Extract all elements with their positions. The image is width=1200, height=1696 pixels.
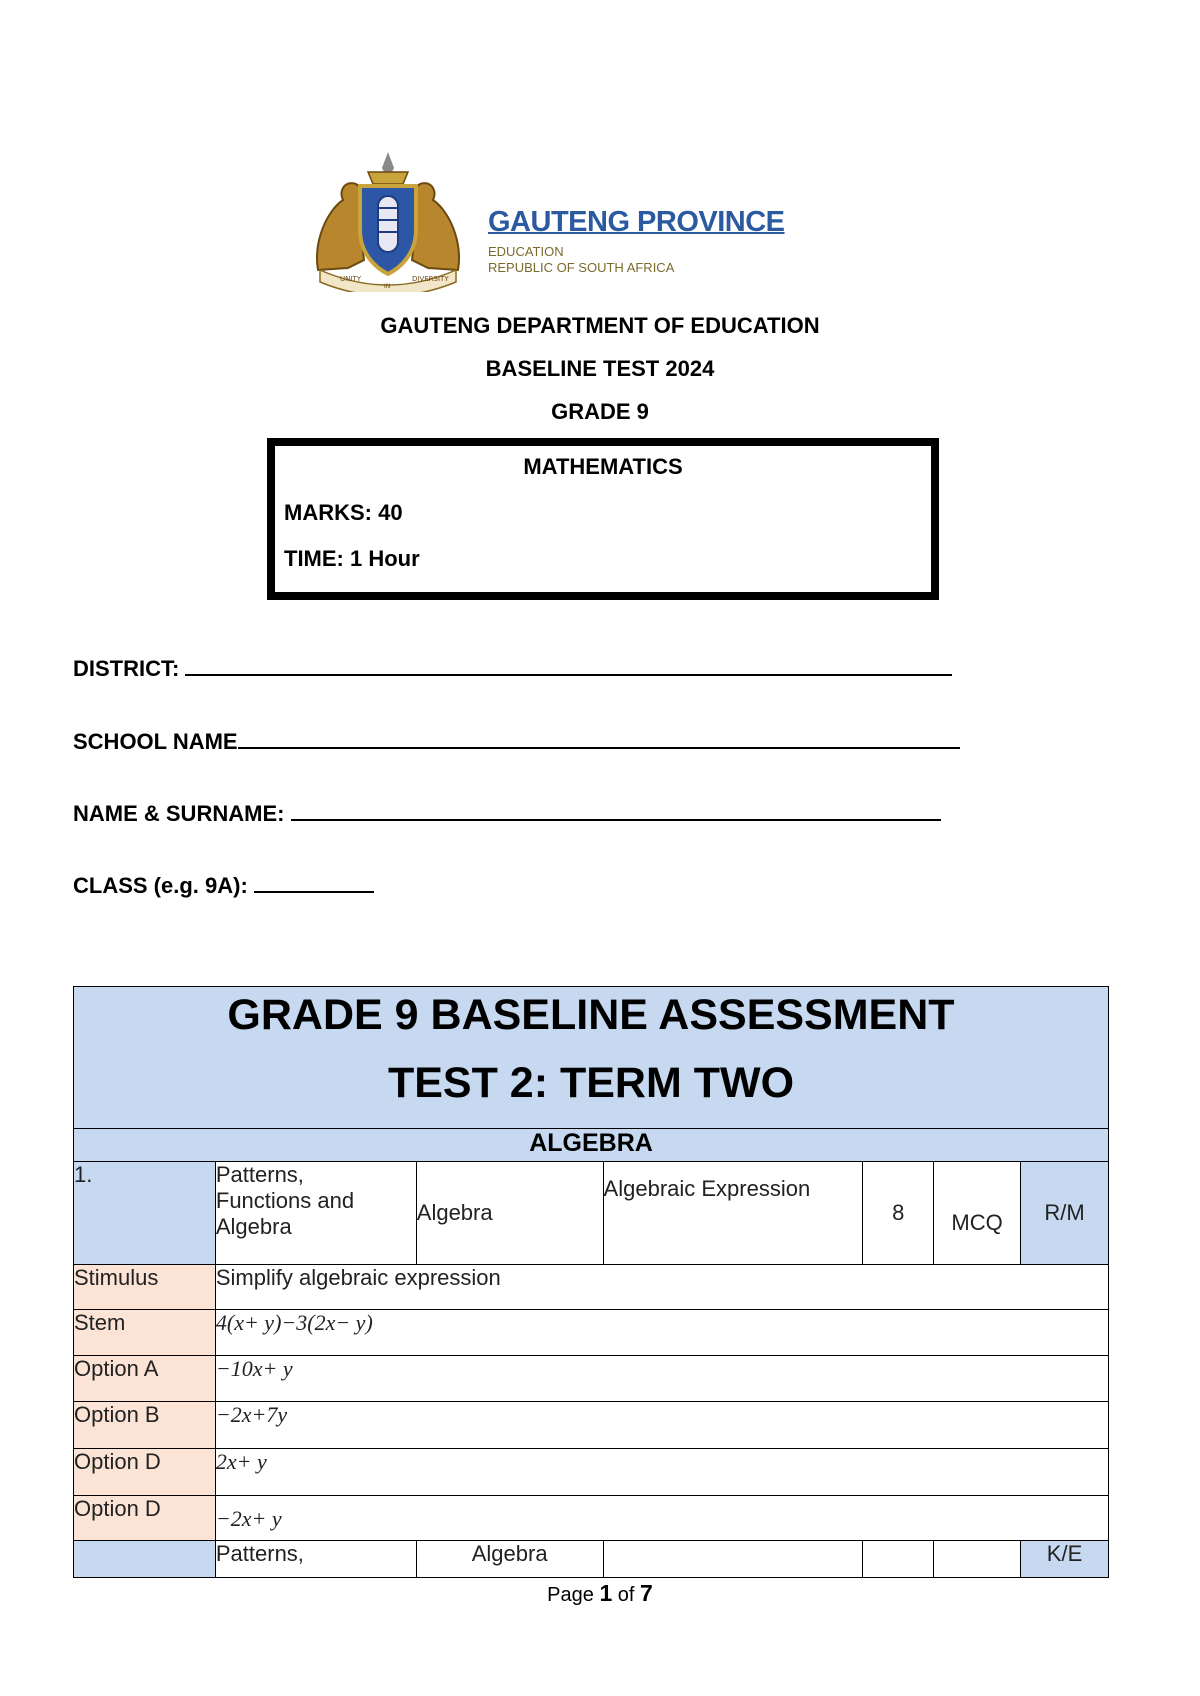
- section-title: ALGEBRA: [74, 1129, 1109, 1162]
- next-level: K/E: [1021, 1541, 1109, 1578]
- district-label: DISTRICT:: [73, 656, 186, 681]
- province-country: REPUBLIC OF SOUTH AFRICA: [488, 260, 675, 275]
- row-label: Option A: [74, 1356, 216, 1402]
- option-c-value: 2x+ y: [215, 1449, 1108, 1496]
- name-line[interactable]: [291, 799, 941, 821]
- time-label: TIME: 1 Hour: [284, 546, 420, 571]
- question-type: MCQ: [934, 1162, 1021, 1265]
- assessment-table: [73, 986, 1109, 1578]
- class-label: CLASS (e.g. 9A):: [73, 873, 254, 898]
- row-label: Option D: [74, 1449, 216, 1496]
- motto-mid: IN: [384, 283, 391, 290]
- grade-title: GRADE 9: [551, 399, 649, 424]
- content-area-text: Patterns, Functions and Algebra: [215, 1162, 355, 1239]
- school-label: SCHOOL NAME: [73, 729, 238, 754]
- page-footer: [0, 1580, 1200, 1607]
- district-line[interactable]: [185, 654, 952, 676]
- question-concept: Algebraic Expression: [603, 1162, 863, 1265]
- stimulus-value: Simplify algebraic expression: [215, 1265, 1108, 1310]
- table-subtitle: TEST 2: TERM TWO: [387, 1059, 795, 1107]
- name-label: NAME & SURNAME:: [73, 801, 291, 826]
- motto-right: DIVERSITY: [412, 275, 449, 283]
- row-label: Option D: [74, 1496, 216, 1541]
- gauteng-logo: [288, 142, 802, 298]
- question-number: 1.: [74, 1162, 216, 1265]
- province-subtitle: EDUCATION: [488, 244, 564, 259]
- row-label: Option B: [74, 1402, 216, 1449]
- province-title: GAUTENG PROVINCE: [488, 206, 785, 238]
- question-content-area: [215, 1162, 416, 1265]
- marks-label: MARKS: 40: [284, 500, 403, 525]
- district-field[interactable]: [73, 654, 952, 682]
- row-label: Stimulus: [74, 1265, 216, 1310]
- question-level: R/M: [1021, 1162, 1109, 1265]
- next-grade: [863, 1541, 934, 1578]
- of-word: of: [617, 1584, 635, 1606]
- school-line[interactable]: [238, 727, 960, 749]
- test-title: BASELINE TEST 2024: [485, 356, 715, 381]
- next-content-area: Patterns,: [215, 1541, 416, 1578]
- next-topic: Algebra: [416, 1541, 603, 1578]
- next-concept: [603, 1541, 863, 1578]
- school-field[interactable]: [73, 727, 960, 755]
- next-question-number: [74, 1541, 216, 1578]
- class-line[interactable]: [254, 871, 374, 893]
- info-box: [267, 438, 939, 600]
- subject-label: MATHEMATICS: [523, 454, 683, 479]
- row-label: Stem: [74, 1310, 216, 1356]
- stem-value: 4(x+ y)−3(2x− y): [215, 1310, 1108, 1356]
- option-b-value: −2x+7y: [215, 1402, 1108, 1449]
- table-title: GRADE 9 BASELINE ASSESSMENT: [227, 991, 955, 1039]
- table-title-cell: [74, 987, 1109, 1129]
- option-a-value: −10x+ y: [215, 1356, 1108, 1402]
- next-type: [934, 1541, 1021, 1578]
- question-grade: 8: [863, 1162, 934, 1265]
- option-d-value: −2x+ y: [215, 1496, 1108, 1541]
- department-title: GAUTENG DEPARTMENT OF EDUCATION: [380, 313, 820, 338]
- motto-left: UNITY: [340, 275, 361, 283]
- class-field[interactable]: [73, 871, 374, 899]
- page-number: 1: [599, 1580, 613, 1606]
- coat-of-arms-icon: [308, 150, 468, 292]
- page-total: 7: [640, 1580, 653, 1606]
- page-word: Page: [547, 1584, 594, 1606]
- question-topic: Algebra: [416, 1162, 603, 1265]
- name-field[interactable]: [73, 799, 941, 827]
